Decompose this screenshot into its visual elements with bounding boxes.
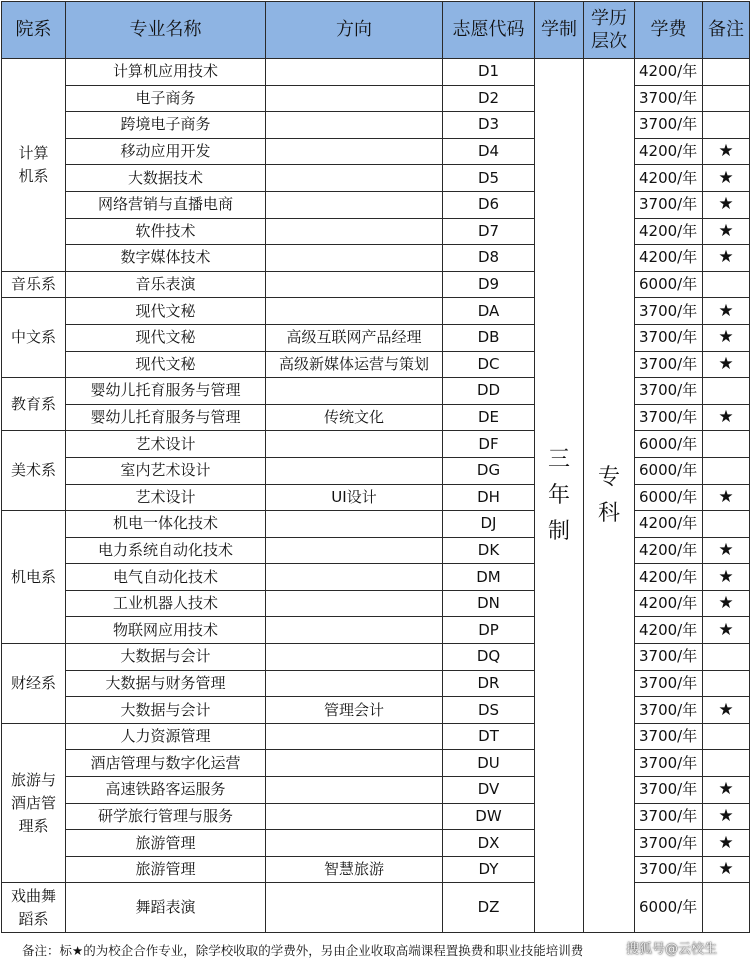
direction-cell: [266, 750, 443, 777]
star-icon: ★: [718, 593, 734, 614]
note-cell: [703, 191, 750, 218]
dept-cell: [2, 883, 66, 933]
fee-cell: 3700/年: [635, 351, 703, 378]
fee-cell: 3700/年: [635, 85, 703, 112]
table-row: [2, 537, 750, 564]
direction-cell: [266, 245, 443, 272]
direction-cell: [266, 191, 443, 218]
table-row: [2, 85, 750, 112]
code-cell: DZ: [443, 883, 535, 933]
major-cell: 婴幼儿托育服务与管理: [66, 404, 266, 431]
fee-cell: 3700/年: [635, 670, 703, 697]
dept-cell: [2, 644, 66, 724]
fee-cell: 4200/年: [635, 564, 703, 591]
table-row: [2, 457, 750, 484]
table-row: [2, 750, 750, 777]
star-icon: ★: [718, 779, 734, 800]
note-cell: [703, 617, 750, 644]
note-cell: [703, 484, 750, 511]
note-cell: [703, 856, 750, 883]
table-row: [2, 511, 750, 538]
note-cell: [703, 830, 750, 857]
fee-cell: 4200/年: [635, 590, 703, 617]
major-cell: 婴幼儿托育服务与管理: [66, 378, 266, 405]
code-cell: DF: [443, 431, 535, 458]
direction-cell: [266, 590, 443, 617]
major-cell: 大数据与会计: [66, 644, 266, 671]
table-row: [2, 564, 750, 591]
dept-cell: [2, 431, 66, 511]
dept-name: 旅游与酒店管理系: [10, 770, 56, 835]
code-cell: D8: [443, 245, 535, 272]
star-icon: ★: [718, 220, 734, 241]
direction-cell: 智慧旅游: [266, 856, 443, 883]
note-cell: [703, 883, 750, 933]
fee-cell: 4200/年: [635, 511, 703, 538]
star-icon: ★: [718, 353, 734, 374]
code-cell: D5: [443, 165, 535, 192]
fee-cell: 6000/年: [635, 484, 703, 511]
table-row: [2, 112, 750, 139]
direction-cell: [266, 830, 443, 857]
direction-cell: [266, 59, 443, 86]
fee-cell: 4200/年: [635, 218, 703, 245]
code-cell: DC: [443, 351, 535, 378]
table-row: [2, 590, 750, 617]
direction-cell: [266, 777, 443, 804]
major-cell: 机电一体化技术: [66, 511, 266, 538]
code-cell: DY: [443, 856, 535, 883]
table-row: [2, 670, 750, 697]
code-cell: D3: [443, 112, 535, 139]
table-row: [2, 351, 750, 378]
code-cell: DR: [443, 670, 535, 697]
table-row: [2, 617, 750, 644]
fee-cell: 6000/年: [635, 883, 703, 933]
note-cell: [703, 218, 750, 245]
note-cell: [703, 138, 750, 165]
fee-cell: 3700/年: [635, 723, 703, 750]
direction-cell: [266, 644, 443, 671]
star-icon: ★: [718, 247, 734, 268]
star-icon: ★: [718, 699, 734, 720]
major-cell: 移动应用开发: [66, 138, 266, 165]
fee-cell: 3700/年: [635, 644, 703, 671]
major-cell: 现代文秘: [66, 351, 266, 378]
fee-cell: 3700/年: [635, 298, 703, 325]
dept-cell: [2, 723, 66, 883]
note-cell: [703, 324, 750, 351]
note-cell: [703, 271, 750, 298]
dept-name: 财经系: [10, 673, 56, 692]
direction-cell: [266, 537, 443, 564]
major-cell: 艺术设计: [66, 484, 266, 511]
code-cell: DB: [443, 324, 535, 351]
direction-cell: 高级互联网产品经理: [266, 324, 443, 351]
note-cell: [703, 670, 750, 697]
major-cell: 软件技术: [66, 218, 266, 245]
fee-cell: 3700/年: [635, 404, 703, 431]
note-cell: [703, 351, 750, 378]
header-major: 专业名称: [66, 2, 266, 59]
major-cell: 旅游管理: [66, 856, 266, 883]
code-cell: DS: [443, 697, 535, 724]
star-icon: ★: [718, 805, 734, 826]
fee-cell: 4200/年: [635, 59, 703, 86]
star-icon: ★: [718, 539, 734, 560]
table-row: [2, 644, 750, 671]
major-cell: 跨境电子商务: [66, 112, 266, 139]
fee-cell: 3700/年: [635, 191, 703, 218]
fee-cell: 6000/年: [635, 271, 703, 298]
star-icon: ★: [718, 141, 734, 162]
fee-cell: 4200/年: [635, 165, 703, 192]
note-cell: [703, 697, 750, 724]
fee-cell: 3700/年: [635, 324, 703, 351]
dept-name: 机电系: [10, 567, 56, 586]
note-cell: [703, 165, 750, 192]
watermark: 搜狐号@云校生: [626, 942, 718, 957]
fee-cell: 6000/年: [635, 431, 703, 458]
code-cell: D9: [443, 271, 535, 298]
dept-name: 戏曲舞蹈系: [10, 886, 56, 928]
fee-cell: 3700/年: [635, 112, 703, 139]
direction-cell: [266, 165, 443, 192]
table-row: [2, 856, 750, 883]
note-cell: [703, 564, 750, 591]
major-cell: 计算机应用技术: [66, 59, 266, 86]
star-icon: ★: [718, 566, 734, 587]
table-row: [2, 191, 750, 218]
fee-cell: 3700/年: [635, 856, 703, 883]
note-cell: [703, 537, 750, 564]
header-duration: 学制: [535, 2, 584, 59]
note-cell: [703, 59, 750, 86]
direction-cell: [266, 378, 443, 405]
fee-cell: 3700/年: [635, 750, 703, 777]
header-direction: 方向: [266, 2, 443, 59]
direction-cell: [266, 723, 443, 750]
code-cell: DH: [443, 484, 535, 511]
fee-cell: 3700/年: [635, 378, 703, 405]
major-cell: 大数据技术: [66, 165, 266, 192]
header-level: 学历层次: [584, 2, 635, 59]
duration-cell: [535, 59, 584, 933]
star-icon: ★: [718, 832, 734, 853]
major-cell: 旅游管理: [66, 830, 266, 857]
major-cell: 电气自动化技术: [66, 564, 266, 591]
star-icon: ★: [718, 300, 734, 321]
table-row: [2, 697, 750, 724]
code-cell: DG: [443, 457, 535, 484]
code-cell: DW: [443, 803, 535, 830]
code-cell: DT: [443, 723, 535, 750]
direction-cell: [266, 112, 443, 139]
note-cell: [703, 298, 750, 325]
footnote: 备注：标★的为校企合作专业，除学校收取的学费外，另由企业收取高端课程置换费和职业技能培训费: [22, 943, 584, 958]
code-cell: DQ: [443, 644, 535, 671]
header-code: 志愿代码: [443, 2, 535, 59]
dept-cell: [2, 298, 66, 378]
fee-cell: 4200/年: [635, 617, 703, 644]
dept-cell: [2, 378, 66, 431]
header-dept: 院系: [2, 2, 66, 59]
major-cell: 大数据与财务管理: [66, 670, 266, 697]
direction-cell: [266, 85, 443, 112]
table-row: [2, 324, 750, 351]
fee-cell: 3700/年: [635, 803, 703, 830]
star-icon: ★: [718, 486, 734, 507]
code-cell: DU: [443, 750, 535, 777]
code-cell: D4: [443, 138, 535, 165]
code-cell: DK: [443, 537, 535, 564]
table-row: [2, 484, 750, 511]
major-cell: 网络营销与直播电商: [66, 191, 266, 218]
table-body: [2, 59, 750, 933]
direction-cell: [266, 564, 443, 591]
major-cell: 高速铁路客运服务: [66, 777, 266, 804]
table-row: [2, 378, 750, 405]
major-cell: 艺术设计: [66, 431, 266, 458]
code-cell: DP: [443, 617, 535, 644]
major-cell: 电力系统自动化技术: [66, 537, 266, 564]
duration-value: 三年制: [547, 446, 570, 544]
dept-name: 美术系: [10, 461, 56, 480]
code-cell: DM: [443, 564, 535, 591]
code-cell: D2: [443, 85, 535, 112]
star-icon: ★: [718, 167, 734, 188]
fee-cell: 3700/年: [635, 830, 703, 857]
table-row: [2, 245, 750, 272]
fee-cell: 4200/年: [635, 138, 703, 165]
major-cell: 物联网应用技术: [66, 617, 266, 644]
note-cell: [703, 457, 750, 484]
code-cell: DA: [443, 298, 535, 325]
note-cell: [703, 511, 750, 538]
code-cell: DJ: [443, 511, 535, 538]
major-cell: 现代文秘: [66, 324, 266, 351]
note-cell: [703, 803, 750, 830]
table-row: [2, 883, 750, 933]
level-value: 专科: [597, 464, 620, 526]
table-row: [2, 271, 750, 298]
dept-cell: [2, 271, 66, 298]
note-cell: [703, 723, 750, 750]
star-icon: ★: [718, 619, 734, 640]
major-cell: 现代文秘: [66, 298, 266, 325]
note-cell: [703, 404, 750, 431]
fee-cell: 6000/年: [635, 457, 703, 484]
program-table: [1, 1, 750, 933]
direction-cell: [266, 670, 443, 697]
table-row: [2, 165, 750, 192]
code-cell: DN: [443, 590, 535, 617]
note-cell: [703, 590, 750, 617]
direction-cell: [266, 803, 443, 830]
direction-cell: [266, 883, 443, 933]
table-row: [2, 404, 750, 431]
code-cell: D1: [443, 59, 535, 86]
note-cell: [703, 112, 750, 139]
note-cell: [703, 431, 750, 458]
major-cell: 室内艺术设计: [66, 457, 266, 484]
direction-cell: 传统文化: [266, 404, 443, 431]
table-row: [2, 777, 750, 804]
dept-cell: [2, 59, 66, 272]
star-icon: ★: [718, 859, 734, 880]
direction-cell: 高级新媒体运营与策划: [266, 351, 443, 378]
dept-name: 教育系: [10, 394, 56, 413]
direction-cell: [266, 457, 443, 484]
major-cell: 数字媒体技术: [66, 245, 266, 272]
header-fee: 学费: [635, 2, 703, 59]
code-cell: D7: [443, 218, 535, 245]
direction-cell: 管理会计: [266, 697, 443, 724]
table-row: [2, 298, 750, 325]
major-cell: 音乐表演: [66, 271, 266, 298]
table-row: [2, 138, 750, 165]
major-cell: 电子商务: [66, 85, 266, 112]
major-cell: 酒店管理与数字化运营: [66, 750, 266, 777]
table-row: [2, 218, 750, 245]
star-icon: ★: [718, 194, 734, 215]
fee-cell: 3700/年: [635, 777, 703, 804]
note-cell: [703, 378, 750, 405]
direction-cell: [266, 298, 443, 325]
star-icon: ★: [718, 407, 734, 428]
note-cell: [703, 644, 750, 671]
fee-cell: 4200/年: [635, 245, 703, 272]
direction-cell: [266, 431, 443, 458]
code-cell: DV: [443, 777, 535, 804]
note-cell: [703, 245, 750, 272]
fee-cell: 4200/年: [635, 537, 703, 564]
dept-cell: [2, 511, 66, 644]
direction-cell: UI设计: [266, 484, 443, 511]
direction-cell: [266, 617, 443, 644]
dept-name: 中文系: [10, 328, 56, 347]
table-row: [2, 803, 750, 830]
header-row: [2, 2, 750, 59]
fee-cell: 3700/年: [635, 697, 703, 724]
header-note: 备注: [703, 2, 750, 59]
code-cell: DE: [443, 404, 535, 431]
code-cell: DX: [443, 830, 535, 857]
level-cell: [584, 59, 635, 933]
major-cell: 大数据与会计: [66, 697, 266, 724]
major-cell: 工业机器人技术: [66, 590, 266, 617]
code-cell: D6: [443, 191, 535, 218]
table-row: [2, 59, 750, 86]
note-cell: [703, 85, 750, 112]
table-row: [2, 723, 750, 750]
code-cell: DD: [443, 378, 535, 405]
major-cell: 人力资源管理: [66, 723, 266, 750]
direction-cell: [266, 271, 443, 298]
direction-cell: [266, 511, 443, 538]
table-row: [2, 431, 750, 458]
direction-cell: [266, 138, 443, 165]
direction-cell: [266, 218, 443, 245]
note-cell: [703, 777, 750, 804]
table-row: [2, 830, 750, 857]
major-cell: 研学旅行管理与服务: [66, 803, 266, 830]
dept-name: 音乐系: [10, 275, 56, 294]
dept-name: 计算机系: [18, 143, 49, 185]
star-icon: ★: [718, 327, 734, 348]
note-cell: [703, 750, 750, 777]
major-cell: 舞蹈表演: [66, 883, 266, 933]
